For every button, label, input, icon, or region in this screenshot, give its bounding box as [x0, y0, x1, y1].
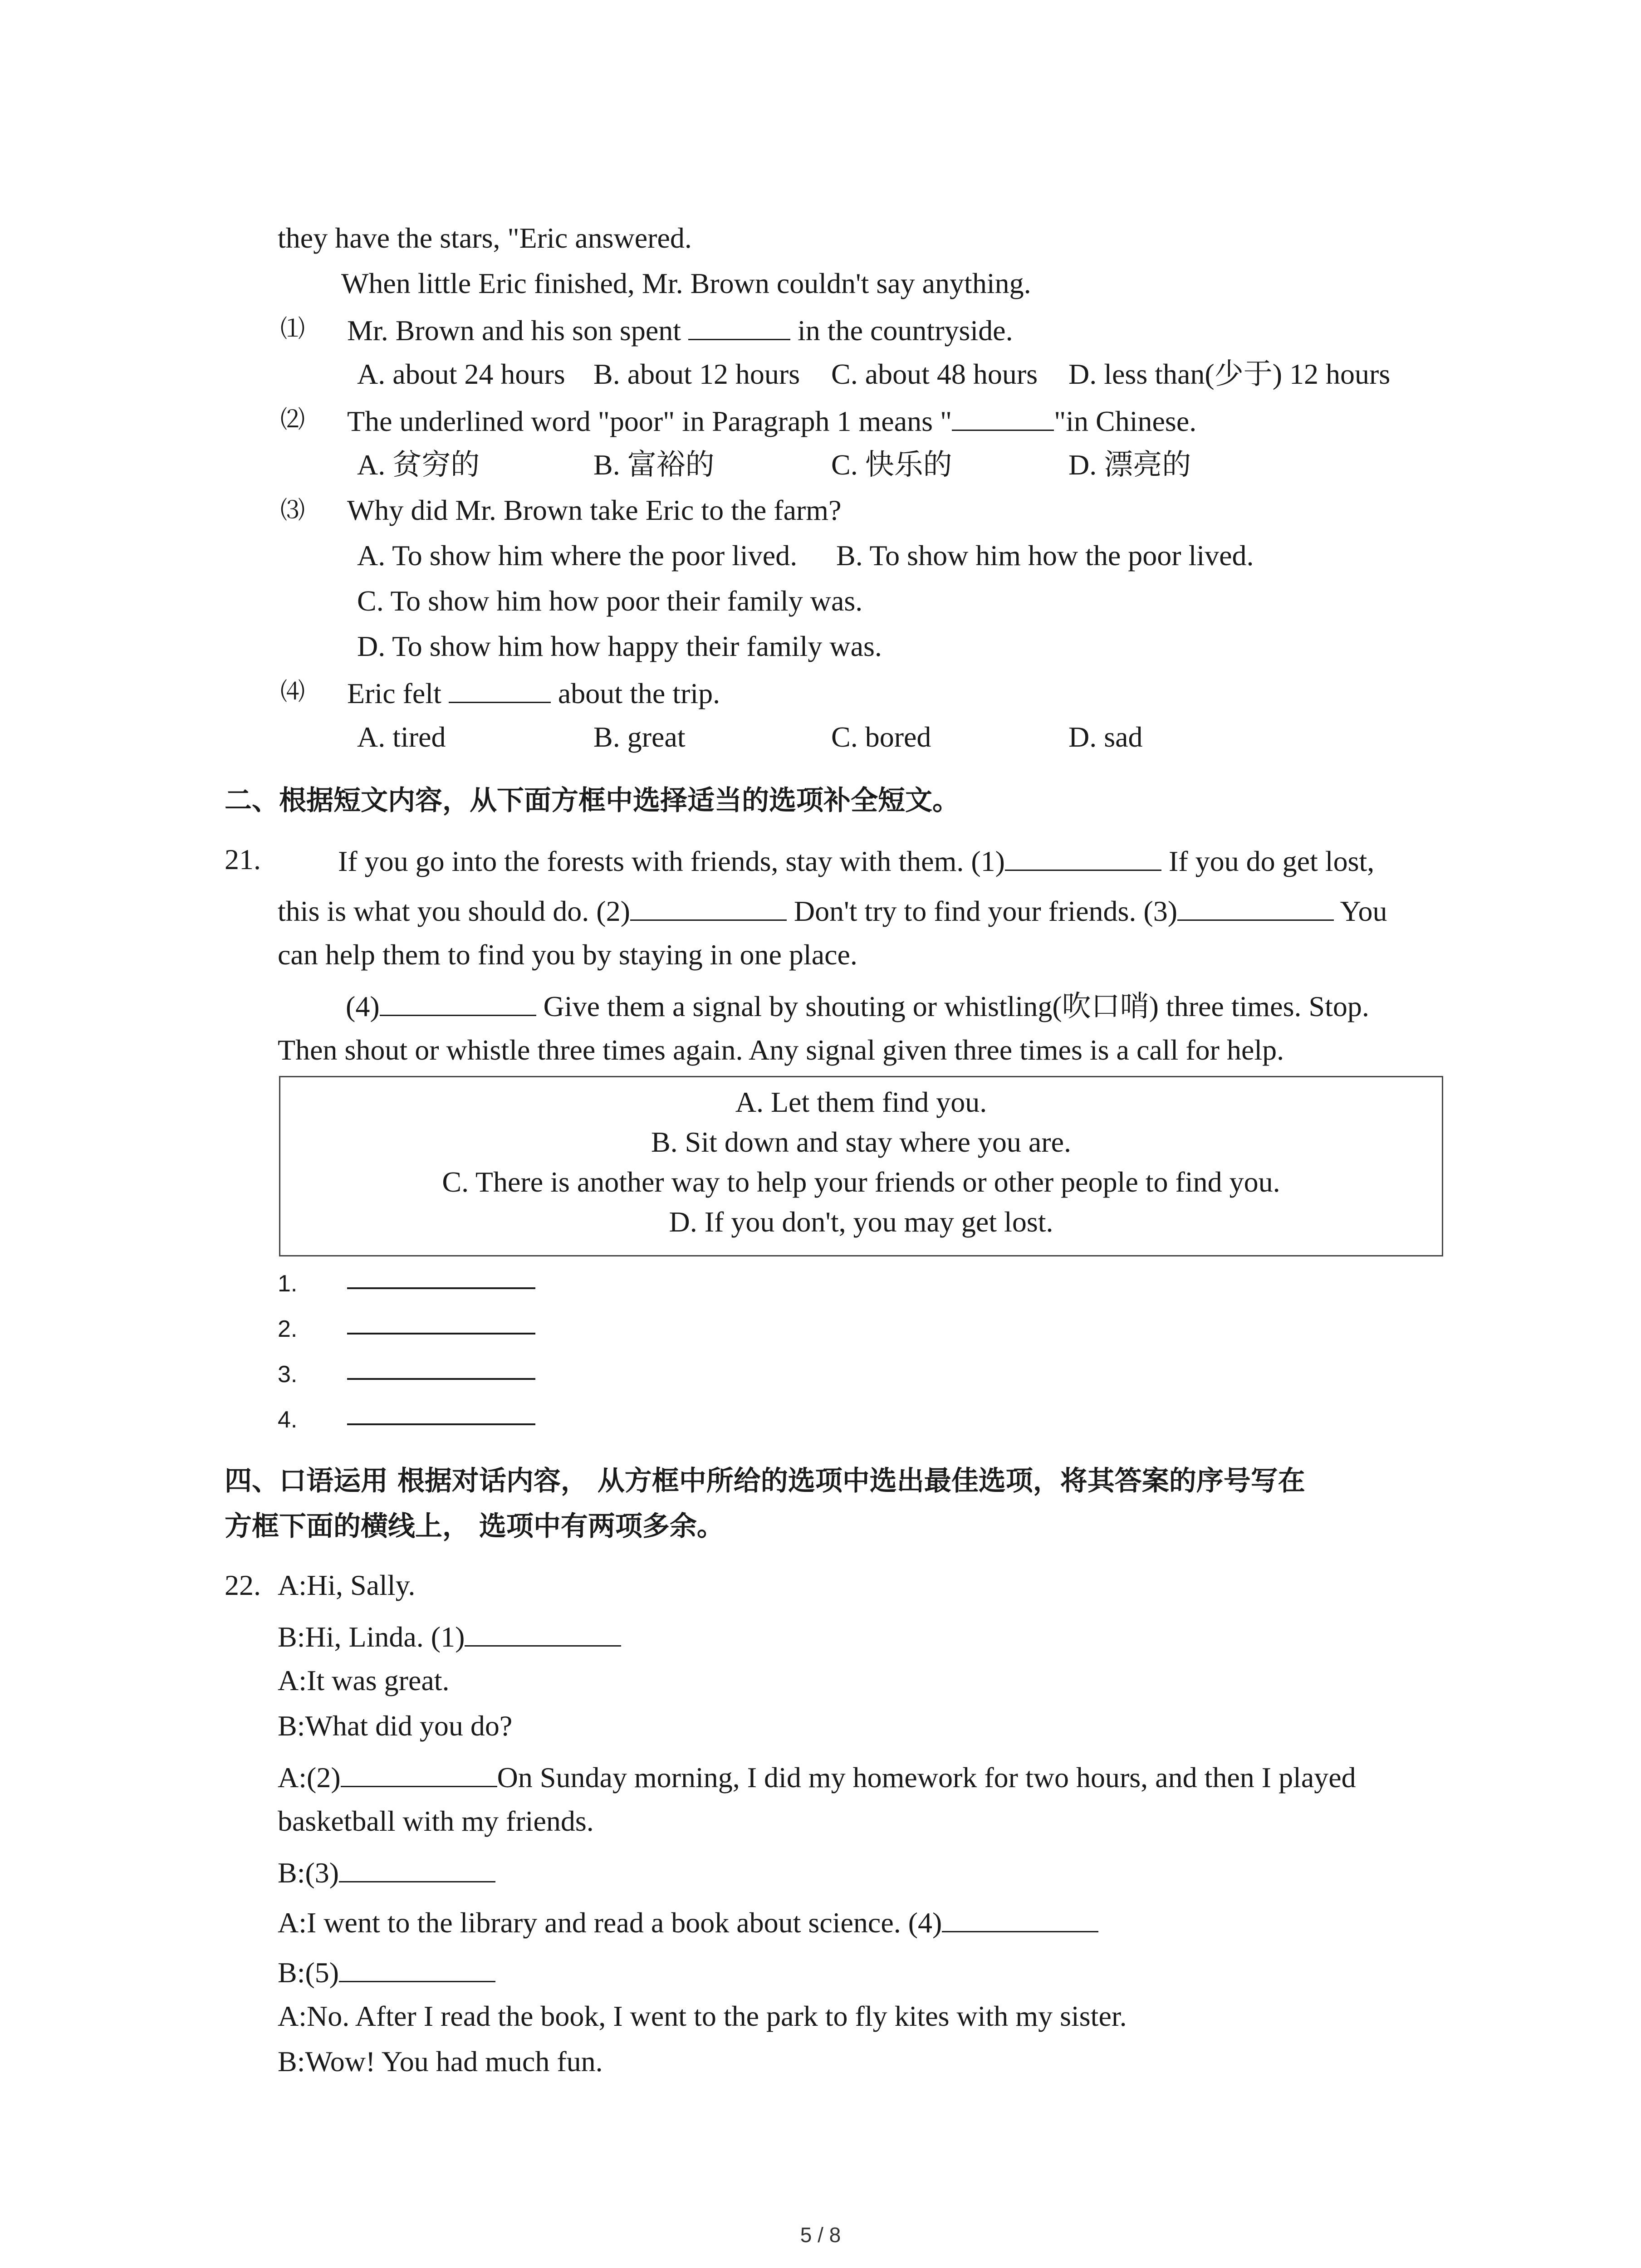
option-b: B. To show him how the poor lived.: [836, 539, 1254, 572]
answer-blank[interactable]: [952, 401, 1054, 431]
option-d: D. 漂亮的: [1068, 449, 1191, 481]
dialogue-text: B:(5): [278, 1956, 339, 1989]
stem-text: Mr. Brown and his son spent: [347, 314, 681, 347]
option-b: B. about 12 hours: [593, 358, 800, 390]
option-d: D. sad: [1068, 721, 1143, 753]
box-option-d: D. If you don't, you may get lost.: [669, 1206, 1053, 1238]
question-stem: [347, 401, 1196, 440]
question-number: ⑶: [280, 497, 305, 524]
answer-number: 2.: [278, 1316, 298, 1342]
answer-number: 3.: [278, 1361, 298, 1388]
answer-blank[interactable]: [630, 891, 787, 921]
passage-text: Give them a signal by shouting or whistling(吹口哨) three times. Stop.: [543, 990, 1369, 1022]
passage-line: [346, 987, 1369, 1025]
answer-line[interactable]: [347, 1287, 535, 1289]
passage-text: Don't try to find your friends. (3): [794, 895, 1178, 927]
section-heading: 四、口语运用 根据对话内容， 从方框中所给的选项中选出最佳选项，将其答案的序号写在: [225, 1465, 1305, 1497]
answer-line[interactable]: [347, 1423, 535, 1425]
question-number: 21.: [225, 843, 261, 875]
question-number: ⑴: [280, 315, 305, 342]
dialogue-text: A:(2): [278, 1761, 341, 1794]
option-a: A. tired: [357, 721, 446, 753]
stem-text: about the trip.: [558, 677, 720, 709]
passage-line: can help them to find you by staying in one place.: [278, 938, 857, 971]
question-number: ⑷: [280, 678, 305, 705]
box-option-b: B. Sit down and stay where you are.: [651, 1126, 1072, 1158]
answer-blank[interactable]: [688, 311, 790, 340]
option-d: D. less than(少于) 12 hours: [1068, 358, 1391, 390]
option-c: C. To show him how poor their family was.: [357, 585, 863, 617]
dialogue-text: B:Hi, Linda. (1): [278, 1621, 465, 1653]
dialogue-line: B:What did you do?: [278, 1710, 513, 1742]
answer-blank[interactable]: [465, 1617, 621, 1647]
option-b: B. 富裕的: [593, 449, 715, 481]
answer-blank[interactable]: [380, 987, 536, 1016]
dialogue-line: A:No. After I read the book, I went to the park to fly kites with my sister.: [278, 2000, 1127, 2032]
question-number: 22.: [225, 1569, 261, 1601]
passage-text: (4): [346, 990, 380, 1022]
option-b: B. great: [593, 721, 686, 753]
answer-blank[interactable]: [339, 1853, 495, 1882]
question-stem: [347, 674, 720, 712]
answer-number: 1.: [278, 1271, 298, 1297]
dialogue-line: basketball with my friends.: [278, 1805, 594, 1837]
passage-line: [338, 841, 1374, 880]
options-box: [279, 1076, 1443, 1256]
stem-text: in the countryside.: [798, 314, 1013, 347]
answer-line[interactable]: [347, 1333, 535, 1334]
option-a: A. To show him where the poor lived.: [357, 539, 798, 572]
question-stem: [347, 311, 1013, 349]
option-a: A. about 24 hours: [357, 358, 565, 390]
answer-blank[interactable]: [339, 1953, 495, 1982]
option-c: C. 快乐的: [831, 449, 952, 481]
option-c: C. about 48 hours: [831, 358, 1038, 390]
answer-line[interactable]: [347, 1378, 535, 1380]
dialogue-line: A:Hi, Sally.: [278, 1569, 416, 1601]
dialogue-line: B:Wow! You had much fun.: [278, 2045, 603, 2077]
stem-text: The underlined word "poor" in Paragraph 1 means ": [347, 405, 952, 437]
answer-blank[interactable]: [341, 1758, 497, 1787]
dialogue-text: On Sunday morning, I did my homework for two hours, and then I played: [497, 1761, 1356, 1794]
section-heading: 二、根据短文内容，从下面方框中选择适当的选项补全短文。: [225, 785, 960, 816]
dialogue-line: [278, 1617, 621, 1655]
dialogue-line: [278, 1903, 1098, 1941]
stem-text: "in Chinese.: [1054, 405, 1197, 437]
dialogue-line: [278, 1953, 495, 1991]
dialogue-text: A:I went to the library and read a book about science. (4): [278, 1906, 942, 1939]
stem-text: Eric felt: [347, 677, 441, 709]
passage-line: Then shout or whistle three times again. Any signal given three times is a call for help.: [278, 1034, 1284, 1066]
answer-blank[interactable]: [1005, 841, 1161, 871]
passage-line: [278, 891, 1387, 929]
answer-blank[interactable]: [449, 674, 551, 703]
answer-blank[interactable]: [1177, 891, 1334, 921]
question-stem: Why did Mr. Brown take Eric to the farm?: [347, 494, 842, 526]
option-d: D. To show him how happy their family was.: [357, 630, 882, 662]
option-c: C. bored: [831, 721, 931, 753]
passage-text: If you go into the forests with friends, stay with them. (1): [338, 845, 1005, 877]
section-heading: 方框下面的横线上， 选项中有两项多余。: [225, 1510, 724, 1542]
page-number: 5 / 8: [800, 2223, 841, 2247]
dialogue-line: [278, 1758, 1356, 1796]
passage-text: this is what you should do. (2): [278, 895, 630, 927]
dialogue-line: A:It was great.: [278, 1664, 450, 1696]
answer-number: 4.: [278, 1407, 298, 1433]
box-option-c: C. There is another way to help your friends or other people to find you.: [442, 1166, 1280, 1198]
option-a: A. 贫穷的: [357, 449, 480, 481]
box-option-a: A. Let them find you.: [735, 1086, 987, 1118]
passage-line: they have the stars, "Eric answered.: [278, 222, 692, 254]
passage-text: You: [1340, 895, 1387, 927]
passage-line: When little Eric finished, Mr. Brown couldn't say anything.: [341, 267, 1031, 299]
passage-text: If you do get lost,: [1168, 845, 1375, 877]
dialogue-text: B:(3): [278, 1857, 339, 1889]
dialogue-line: [278, 1853, 495, 1891]
question-number: ⑵: [280, 406, 305, 433]
answer-blank[interactable]: [942, 1903, 1098, 1932]
